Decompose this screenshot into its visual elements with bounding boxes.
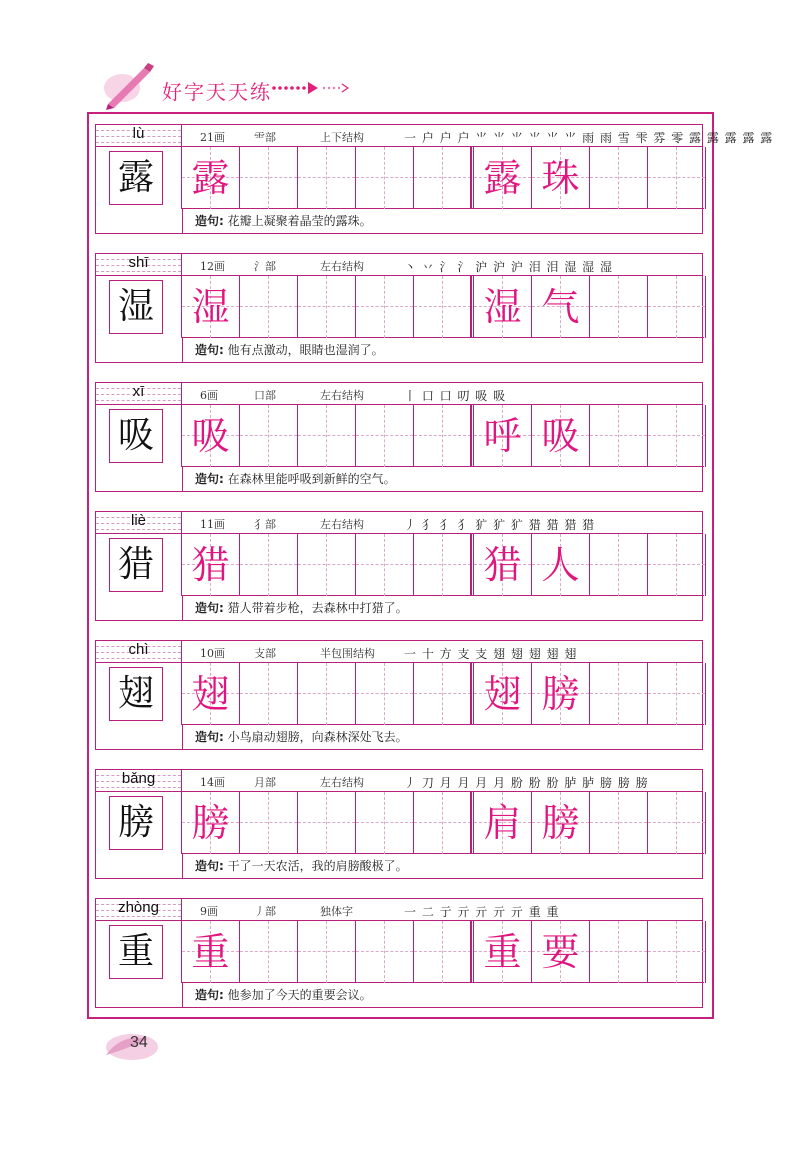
practice-cell[interactable] — [414, 276, 472, 338]
pinyin: liè — [130, 512, 146, 529]
practice-cell[interactable] — [648, 276, 706, 338]
pinyin-box — [96, 899, 182, 921]
practice-char: 猎 — [191, 543, 230, 587]
practice-char — [414, 534, 471, 596]
practice-cell[interactable] — [182, 405, 240, 467]
practice-cell[interactable] — [590, 663, 648, 725]
model-char: 湿 — [117, 286, 154, 327]
practice-char: 人 — [541, 543, 580, 587]
stroke-order: 丶 丷 氵 氵 沪 沪 沪 泪 泪 湿 湿 湿 — [404, 260, 613, 274]
practice-char — [240, 276, 297, 338]
example-sentence — [182, 854, 702, 879]
practice-card — [95, 898, 703, 1008]
stroke-order: ⼀ ⼾ ⼾ ⼾ ⺌ ⺌ ⺌ ⺌ ⺌ ⺌ 雨 雨 雪 雫 雰 零 露 露 露 露 露 — [404, 131, 774, 145]
radical: 支部 — [254, 647, 276, 660]
practice-cell[interactable] — [590, 276, 648, 338]
stroke-count: 9画 — [200, 905, 218, 918]
practice-cell[interactable] — [590, 534, 648, 596]
practice-char: 露 — [483, 156, 522, 200]
practice-char — [240, 147, 297, 209]
structure: 左右结构 — [320, 389, 364, 402]
practice-cell[interactable] — [182, 663, 240, 725]
practice-char — [298, 663, 355, 725]
model-char-cell — [96, 405, 182, 467]
pinyin-box — [96, 641, 182, 663]
practice-cell[interactable] — [182, 921, 240, 983]
practice-cell[interactable] — [240, 534, 298, 596]
practice-cell[interactable] — [356, 921, 414, 983]
stroke-count: 21画 — [200, 131, 225, 144]
stroke-count: 6画 — [200, 389, 218, 402]
practice-char — [240, 792, 297, 854]
practice-cell[interactable] — [648, 921, 706, 983]
practice-cell[interactable] — [240, 276, 298, 338]
practice-char — [648, 405, 705, 467]
practice-cell[interactable] — [590, 792, 648, 854]
char-meta — [182, 383, 702, 405]
practice-char — [590, 792, 647, 854]
model-char-cell — [96, 534, 182, 596]
practice-char: 翅 — [483, 672, 522, 716]
practice-char: 呼 — [483, 414, 522, 458]
practice-grid — [182, 663, 704, 725]
practice-char — [648, 276, 705, 338]
practice-char — [240, 663, 297, 725]
practice-char: 膀 — [541, 672, 580, 716]
practice-cell[interactable] — [356, 534, 414, 596]
practice-char — [590, 147, 647, 209]
sentence-label: 造句: — [195, 988, 224, 1002]
example-sentence — [182, 209, 702, 234]
practice-char: 珠 — [541, 156, 580, 200]
model-char-cell — [96, 276, 182, 338]
practice-char — [240, 534, 297, 596]
practice-cell[interactable] — [474, 663, 532, 725]
practice-char: 湿 — [483, 285, 522, 329]
stroke-count: 14画 — [200, 776, 225, 789]
practice-cell[interactable] — [356, 792, 414, 854]
practice-char — [648, 534, 705, 596]
practice-card — [95, 511, 703, 621]
practice-cell[interactable] — [182, 534, 240, 596]
stroke-order: 丨 口 口 叨 吸 吸 — [404, 389, 507, 403]
practice-char — [590, 405, 647, 467]
practice-cell[interactable] — [590, 147, 648, 209]
practice-cell[interactable] — [240, 921, 298, 983]
practice-char: 气 — [541, 285, 580, 329]
sentence-text: 在森林里能呼吸到新鲜的空气。 — [227, 472, 396, 486]
example-sentence — [182, 467, 702, 492]
pinyin: zhòng — [118, 899, 159, 916]
practice-char — [356, 276, 413, 338]
model-char-box — [109, 280, 163, 334]
practice-char — [590, 663, 647, 725]
practice-cell[interactable] — [414, 147, 472, 209]
practice-cell[interactable] — [298, 792, 356, 854]
char-meta — [182, 125, 774, 147]
practice-grid — [182, 921, 704, 983]
sentence-text: 猎人带着步枪，去森林中打猎了。 — [227, 601, 408, 615]
practice-char — [648, 147, 705, 209]
practice-cell[interactable] — [414, 663, 472, 725]
pinyin-box — [96, 254, 182, 276]
structure: 独体字 — [320, 905, 353, 918]
practice-char — [414, 147, 471, 209]
practice-cell[interactable] — [298, 921, 356, 983]
practice-cell[interactable] — [182, 792, 240, 854]
practice-char: 重 — [483, 930, 522, 974]
practice-cell[interactable] — [532, 921, 590, 983]
model-char: 翅 — [117, 673, 154, 714]
model-char: 露 — [117, 157, 154, 198]
sentence-label: 造句: — [195, 601, 224, 615]
structure: 左右结构 — [320, 260, 364, 273]
practice-char — [298, 147, 355, 209]
practice-cell[interactable] — [240, 792, 298, 854]
practice-cell[interactable] — [298, 276, 356, 338]
practice-cell[interactable] — [532, 276, 590, 338]
practice-cell[interactable] — [648, 405, 706, 467]
char-meta — [182, 641, 702, 663]
pinyin-box — [96, 512, 182, 534]
char-meta — [182, 254, 702, 276]
practice-card — [95, 253, 703, 363]
structure: 上下结构 — [320, 131, 364, 144]
practice-cell[interactable] — [298, 405, 356, 467]
practice-char — [356, 663, 413, 725]
sentence-label: 造句: — [195, 859, 224, 873]
stroke-order: 丿 刀 月 月 月 月 肦 肦 肦 胪 胪 膀 膀 膀 — [404, 776, 649, 790]
practice-card — [95, 124, 774, 234]
practice-char — [414, 405, 471, 467]
practice-cell[interactable] — [532, 792, 590, 854]
practice-cell[interactable] — [474, 792, 532, 854]
practice-char — [240, 921, 297, 983]
practice-cell[interactable] — [590, 921, 648, 983]
practice-cell[interactable] — [474, 921, 532, 983]
pinyin: bǎng — [121, 770, 156, 787]
char-meta — [182, 512, 702, 534]
practice-cell[interactable] — [240, 147, 298, 209]
practice-char — [414, 276, 471, 338]
stroke-order: 丿 犭 犭 犭 犷 犷 犷 猎 猎 猎 猎 — [404, 518, 596, 532]
sentence-text: 花瓣上凝聚着晶莹的露珠。 — [227, 214, 372, 228]
practice-card — [95, 382, 703, 492]
pinyin: chì — [128, 641, 149, 658]
practice-char — [356, 921, 413, 983]
structure: 左右结构 — [320, 776, 364, 789]
practice-cell[interactable] — [474, 276, 532, 338]
practice-char: 露 — [191, 156, 230, 200]
practice-cell[interactable] — [414, 792, 472, 854]
practice-char: 猎 — [483, 543, 522, 587]
stroke-count: 12画 — [200, 260, 225, 273]
model-char-box — [109, 409, 163, 463]
practice-char — [590, 534, 647, 596]
model-char-cell — [96, 147, 182, 209]
practice-char: 膀 — [191, 801, 230, 845]
sentence-label: 造句: — [195, 214, 224, 228]
practice-char — [298, 534, 355, 596]
practice-cell[interactable] — [298, 147, 356, 209]
practice-cell[interactable] — [648, 663, 706, 725]
practice-cell[interactable] — [532, 534, 590, 596]
practice-cell[interactable] — [356, 405, 414, 467]
radical: 月部 — [254, 776, 276, 789]
practice-char — [356, 147, 413, 209]
practice-cell[interactable] — [414, 921, 472, 983]
practice-char — [356, 405, 413, 467]
model-char-box — [109, 925, 163, 979]
practice-char: 肩 — [483, 801, 522, 845]
model-char-box — [109, 538, 163, 592]
practice-cell[interactable] — [298, 663, 356, 725]
practice-card — [95, 769, 703, 879]
practice-char — [356, 792, 413, 854]
practice-char — [356, 534, 413, 596]
sentence-text: 小鸟扇动翅膀，向森林深处飞去。 — [227, 730, 408, 744]
example-sentence — [182, 983, 702, 1008]
practice-char — [414, 792, 471, 854]
practice-cell[interactable] — [414, 534, 472, 596]
example-sentence — [182, 338, 702, 363]
example-sentence — [182, 596, 702, 621]
practice-grid — [182, 792, 704, 854]
practice-char: 湿 — [191, 285, 230, 329]
stroke-order: 一 二 亍 亓 亓 亓 亓 重 重 — [404, 905, 560, 919]
sentence-text: 干了一天农活，我的肩膀酸极了。 — [227, 859, 408, 873]
practice-cell[interactable] — [474, 534, 532, 596]
pen-icon — [100, 60, 160, 110]
practice-cell[interactable] — [240, 405, 298, 467]
char-meta — [182, 770, 702, 792]
practice-char — [298, 405, 355, 467]
practice-cell[interactable] — [532, 405, 590, 467]
practice-char: 翅 — [191, 672, 230, 716]
sentence-text: 他参加了今天的重要会议。 — [227, 988, 372, 1002]
practice-grid — [182, 147, 704, 209]
practice-char — [414, 663, 471, 725]
model-char: 吸 — [117, 415, 154, 456]
practice-char — [590, 276, 647, 338]
practice-char — [648, 792, 705, 854]
practice-char — [648, 663, 705, 725]
pinyin-box — [96, 125, 182, 147]
practice-char — [298, 276, 355, 338]
practice-char: 吸 — [191, 414, 230, 458]
model-char-box — [109, 796, 163, 850]
practice-cell[interactable] — [532, 147, 590, 209]
structure: 半包围结构 — [320, 647, 375, 660]
pinyin: xī — [132, 383, 145, 400]
practice-char — [590, 921, 647, 983]
practice-grid — [182, 405, 704, 467]
practice-char — [298, 921, 355, 983]
page-header — [100, 60, 700, 110]
radical: 犭部 — [254, 518, 276, 531]
practice-char: 要 — [541, 930, 580, 974]
practice-cell[interactable] — [648, 534, 706, 596]
radical: 口部 — [254, 389, 276, 402]
practice-cell[interactable] — [356, 663, 414, 725]
practice-char: 重 — [191, 930, 230, 974]
practice-char — [298, 792, 355, 854]
example-sentence — [182, 725, 702, 750]
sentence-text: 他有点激动，眼睛也湿润了。 — [227, 343, 384, 357]
arrow-dots-icon — [270, 80, 350, 96]
sentence-label: 造句: — [195, 343, 224, 357]
practice-cell[interactable] — [590, 405, 648, 467]
sentence-label: 造句: — [195, 472, 224, 486]
practice-cell[interactable] — [648, 792, 706, 854]
header-title: 好字天天练 — [162, 80, 272, 104]
radical: ⻗部 — [254, 131, 276, 144]
page-number: 34 — [130, 1034, 148, 1051]
practice-char: 膀 — [541, 801, 580, 845]
practice-cell[interactable] — [474, 147, 532, 209]
model-char: 重 — [117, 931, 154, 972]
pinyin-box — [96, 770, 182, 792]
practice-char — [240, 405, 297, 467]
model-char-box — [109, 667, 163, 721]
sentence-label: 造句: — [195, 730, 224, 744]
radical: 丿部 — [254, 905, 276, 918]
pinyin-box — [96, 383, 182, 405]
model-char: 猎 — [117, 544, 154, 585]
pinyin: shī — [128, 254, 149, 271]
model-char: 膀 — [117, 802, 154, 843]
practice-cell[interactable] — [532, 663, 590, 725]
practice-grid — [182, 534, 704, 596]
practice-cell[interactable] — [356, 147, 414, 209]
model-char-cell — [96, 921, 182, 983]
structure: 左右结构 — [320, 518, 364, 531]
model-char-box — [109, 151, 163, 205]
char-meta — [182, 899, 702, 921]
stroke-count: 11画 — [200, 518, 225, 531]
model-char-cell — [96, 792, 182, 854]
practice-cell[interactable] — [474, 405, 532, 467]
practice-cell[interactable] — [414, 405, 472, 467]
stroke-count: 10画 — [200, 647, 225, 660]
practice-cell[interactable] — [240, 663, 298, 725]
pinyin: lù — [132, 125, 145, 142]
stroke-order: 一 十 方 支 支 翅 翅 翅 翅 翅 — [404, 647, 578, 661]
model-char-cell — [96, 663, 182, 725]
practice-grid — [182, 276, 704, 338]
practice-char: 吸 — [541, 414, 580, 458]
practice-cell[interactable] — [182, 147, 240, 209]
practice-char — [414, 921, 471, 983]
radical: 氵部 — [254, 260, 276, 273]
practice-char — [648, 921, 705, 983]
practice-cell[interactable] — [356, 276, 414, 338]
practice-cell[interactable] — [182, 276, 240, 338]
practice-cell[interactable] — [298, 534, 356, 596]
practice-card — [95, 640, 703, 750]
practice-cell[interactable] — [648, 147, 706, 209]
